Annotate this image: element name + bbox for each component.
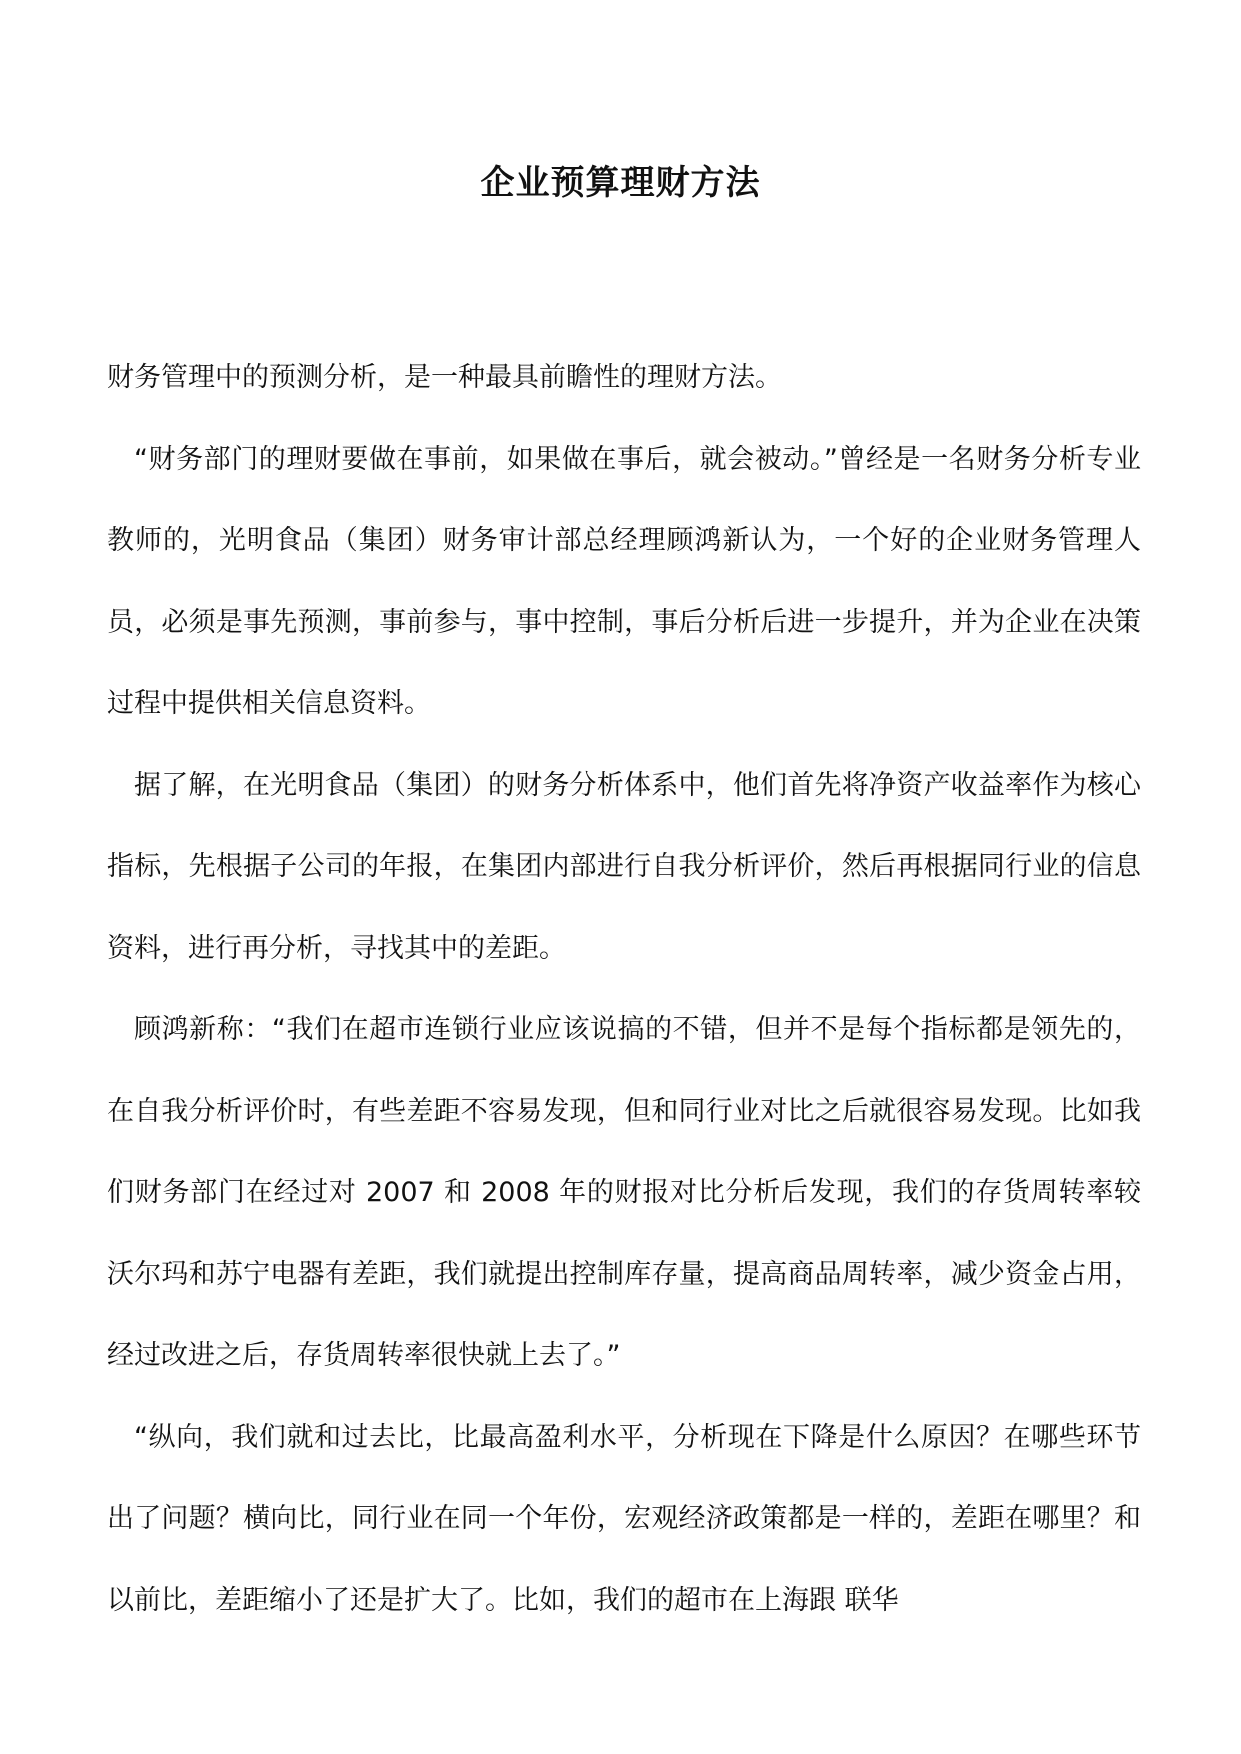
paragraph-quote-gu-hongxin: “财务部门的理财要做在事前，如果做在事后，就会被动。”曾经是一名财务分析专业教师的，光明食品（集团）财务审计部总经理顾鸿新认为，一个好的企业财务管理人员，必须是事先预测，事前参与，事中控制，事后分析后进一步提升，并为企业在决策过程中提供相关信息资料。 — [107, 443, 1141, 719]
paragraph-vertical-horizontal-comparison: “纵向，我们就和过去比，比最高盈利水平，分析现在下降是什么原因？在哪些环节出了问题？横向比，同行业在同一个年份，宏观经济政策都是一样的，差距在哪里？和以前比，差距缩小了还是扩大了。比如，我们的超市在上海跟 联华 — [107, 1421, 1141, 1616]
paragraph-intro: 财务管理中的预测分析，是一种最具前瞻性的理财方法。 — [107, 362, 782, 393]
paragraph-inventory-turnover: 顾鸿新称：“我们在超市连锁行业应该说搞的不错，但并不是每个指标都是领先的，在自我分析评价时，有些差距不容易发现，但和同行业对比之后就很容易发现。比如我们财务部门在经过对 2007 和 2008 年的财报对比分析后发现，我们的存货周转率较沃尔玛和苏宁电器有差距，我们就提出控制库存量，提高商品周转率，减少资金占用，经过改进之后，存货周转率很快就上去了。” — [107, 1014, 1141, 1371]
document-title: 企业预算理财方法 — [480, 163, 761, 203]
document-body — [107, 337, 1141, 1641]
paragraph-analysis-system: 据了解，在光明食品（集团）的财务分析体系中，他们首先将净资产收益率作为核心指标，先根据子公司的年报，在集团内部进行自我分析评价，然后再根据同行业的信息资料，进行再分析，寻找其中的差距。 — [107, 769, 1141, 964]
